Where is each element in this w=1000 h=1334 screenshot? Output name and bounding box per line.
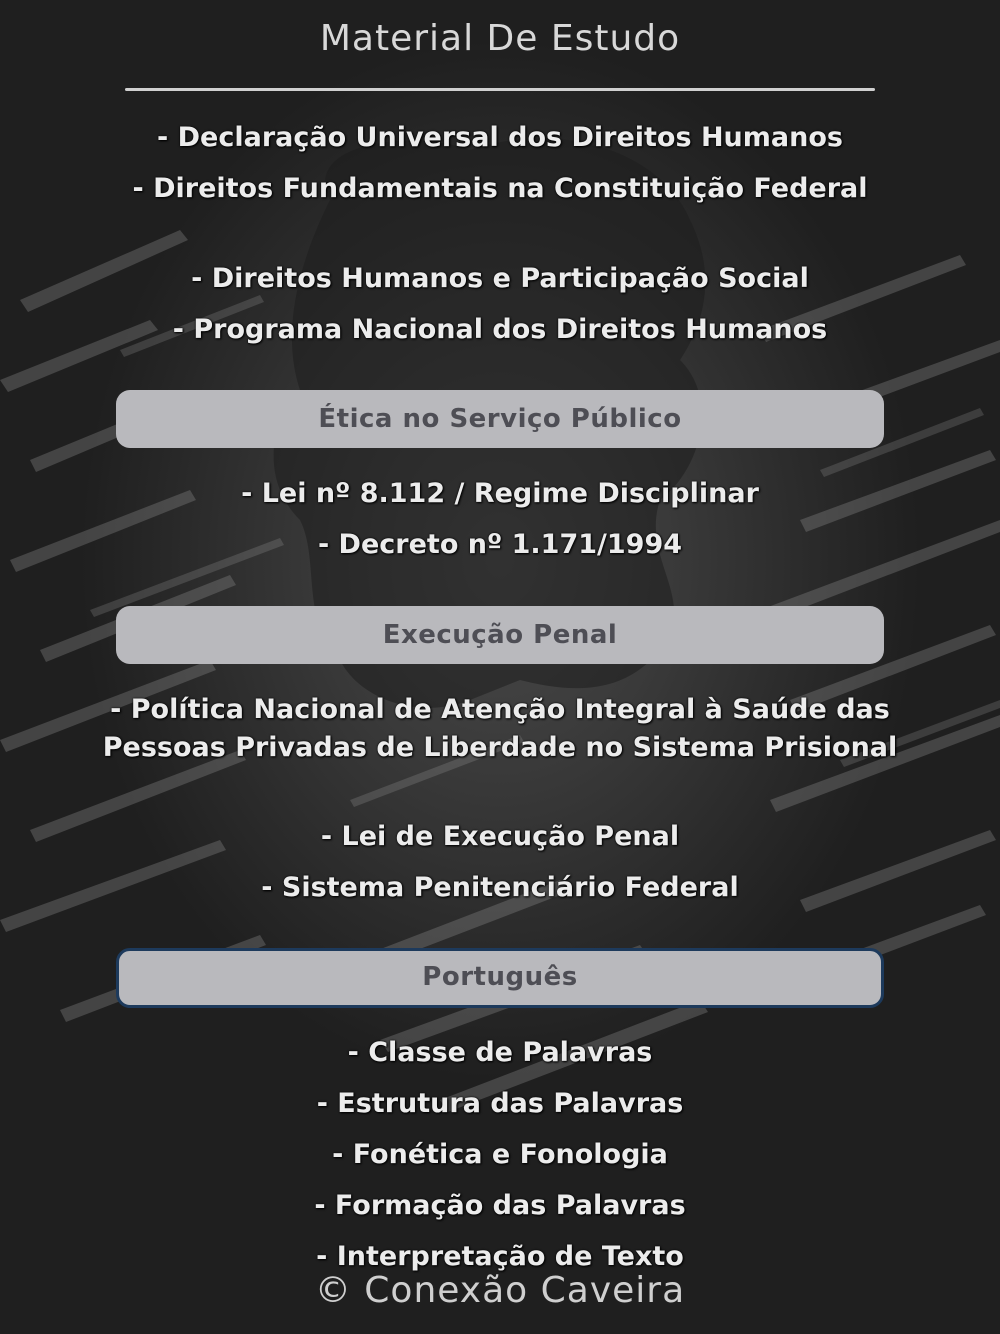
link-decreto-1171[interactable]: - Decreto nº 1.171/1994	[317, 529, 683, 560]
link-direitos-fundamentais[interactable]: - Direitos Fundamentais na Constituição Federal	[132, 173, 868, 204]
link-estrutura-palavras[interactable]: - Estrutura das Palavras	[316, 1088, 684, 1119]
link-fonetica-fonologia[interactable]: - Fonética e Fonologia	[332, 1139, 668, 1170]
link-direitos-humanos-participacao[interactable]: - Direitos Humanos e Participação Social	[191, 263, 809, 294]
link-lei-execucao-penal[interactable]: - Lei de Execução Penal	[320, 821, 680, 852]
link-sistema-penitenciario[interactable]: - Sistema Penitenciário Federal	[261, 872, 739, 903]
link-lei-8112[interactable]: - Lei nº 8.112 / Regime Disciplinar	[241, 478, 759, 509]
footer-copyright: © Conexão Caveira	[314, 1270, 686, 1311]
link-programa-nacional[interactable]: - Programa Nacional dos Direitos Humanos	[172, 314, 828, 345]
link-declaracao-universal[interactable]: - Declaração Universal dos Direitos Humanos	[157, 122, 843, 153]
title-divider	[125, 88, 875, 91]
link-classe-palavras[interactable]: - Classe de Palavras	[347, 1037, 653, 1068]
section-button-portugues[interactable]: Português	[116, 948, 884, 1008]
link-formacao-palavras[interactable]: - Formação das Palavras	[314, 1190, 686, 1221]
page-title: Material De Estudo	[319, 18, 681, 59]
link-politica-nacional-saude[interactable]: - Política Nacional de Atenção Integral à Saúde das Pessoas Privadas de Liberdade no Sistema Prisional	[102, 694, 898, 763]
section-button-etica[interactable]: Ética no Serviço Público	[116, 390, 884, 448]
section-button-execucao-penal[interactable]: Execução Penal	[116, 606, 884, 664]
link-interpretacao-texto[interactable]: - Interpretação de Texto	[316, 1241, 684, 1272]
